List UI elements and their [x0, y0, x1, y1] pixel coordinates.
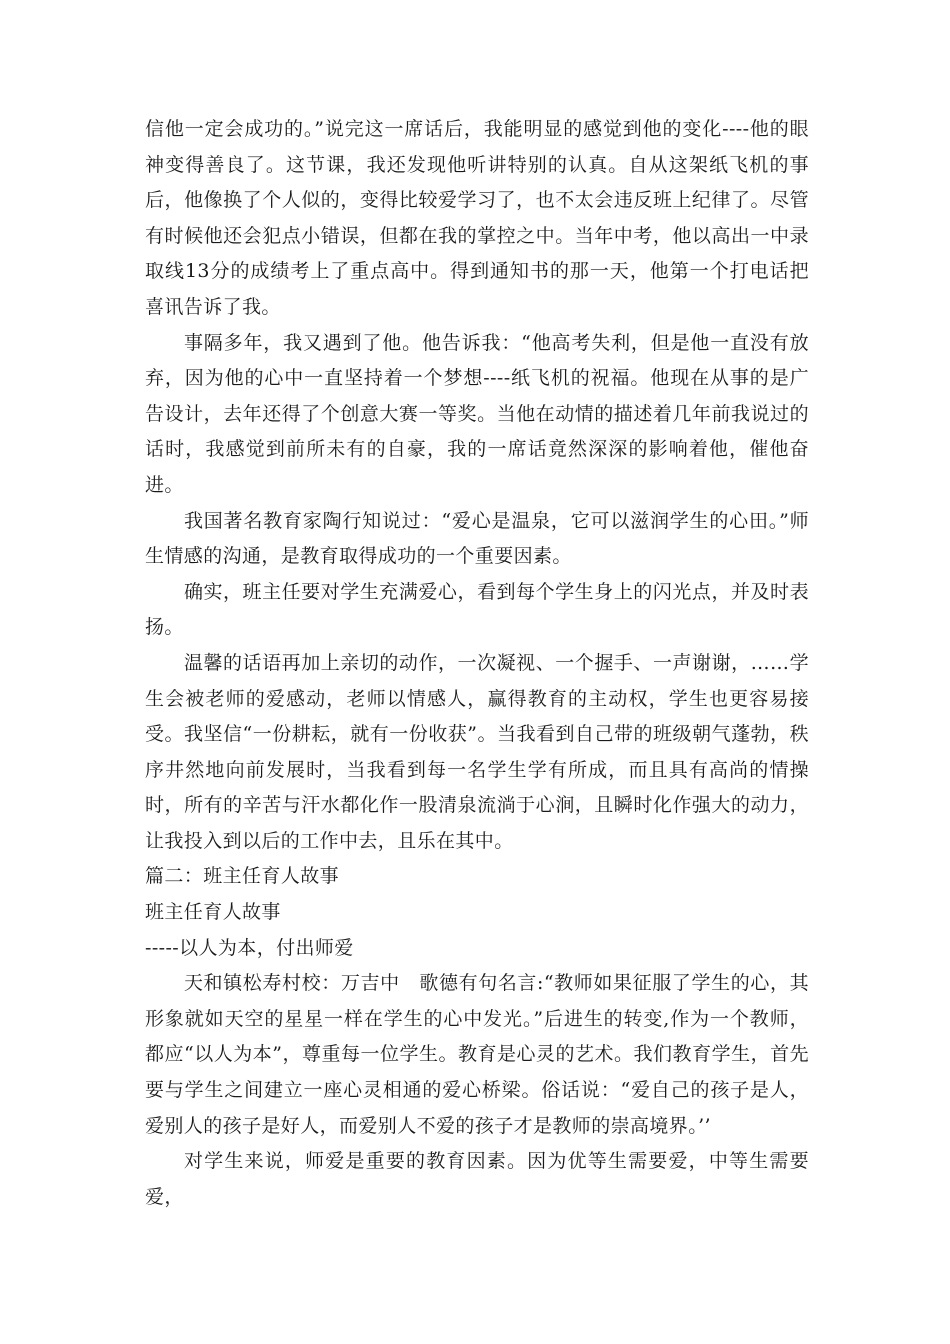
- article-title: 班主任育人故事: [145, 901, 281, 924]
- paragraph-teacher-love: 确实，班主任要对学生充满爱心，看到每个学生身上的闪光点，并及时表扬。: [145, 580, 809, 639]
- paragraph-warm-words: 温馨的话语再加上亲切的动作，一次凝视、一个握手、一声谢谢，……学生会被老师的爱感动，老师以情感人，赢得教育的主动权，学生也更容易接受。我坚信“一份耕耘，就有一份收获”。当我看到自己带的班级朝气蓬勃，秩序井然地向前发展时，当我看到每一名学生学有所成，而且具有高尚的情操时，所有的辛苦与汗水都化作一股清泉流淌于心涧，且瞬时化作强大的动力，让我投入到以后的工作中去，且乐在其中。: [145, 651, 809, 852]
- paragraph-quote-tao-xingzhi: 我国著名教育家陶行知说过：“爱心是温泉，它可以滋润学生的心田。”师生情感的沟通，是教育取得成功的一个重要因素。: [145, 509, 809, 568]
- paragraph-reunion: 事隔多年，我又遇到了他。他告诉我：“他高考失利，但是他一直没有放弃，因为他的心中一直坚持着一个梦想----纸飞机的祝福。他现在从事的是广告设计，去年还得了个创意大赛一等奖。当他在动情的描述着几年前我说过的话时，我感觉到前所未有的自豪，我的一席话竟然深深的影响着他，催他奋进。: [145, 331, 809, 496]
- paragraph-teacher-love-factor: 对学生来说，师爱是重要的教育因素。因为优等生需要爱，中等生需要爱，: [145, 1150, 809, 1208]
- paragraph-author-goethe: 天和镇松寿村校：万吉中 歌德有句名言:“教师如果征服了学生的心，其形象就如天空的星星一样在学生的心中发光。”后进生的转变,作为一个教师，都应“以人为本”，尊重每一位学生。教育是心灵的艺术。我们教育学生，首先要与学生之间建立一座心灵相通的爱心桥梁。俗话说：“爱自己的孩子是人，爱别人的孩子是好人，而爱别人不爱的孩子才是教师的崇高境界。’’: [145, 972, 809, 1137]
- paragraph-continued: 信他一定会成功的。”说完这一席话后，我能明显的感觉到他的变化----他的眼神变得善良了。这节课，我还发现他听讲特别的认真。自从这架纸飞机的事后，他像换了个人似的，变得比较爱学习了，也不太会违反班上纪律了。尽管有时候他还会犯点小错误，但都在我的掌控之中。当年中考，他以高出一中录取线13分的成绩考上了重点高中。得到通知书的那一天，他第一个打电话把喜讯告诉了我。: [145, 118, 809, 318]
- article-subtitle: -----以人为本，付出师爱: [145, 936, 354, 959]
- document-page: [145, 112, 809, 1215]
- section-heading: 篇二：班主任育人故事: [145, 865, 340, 888]
